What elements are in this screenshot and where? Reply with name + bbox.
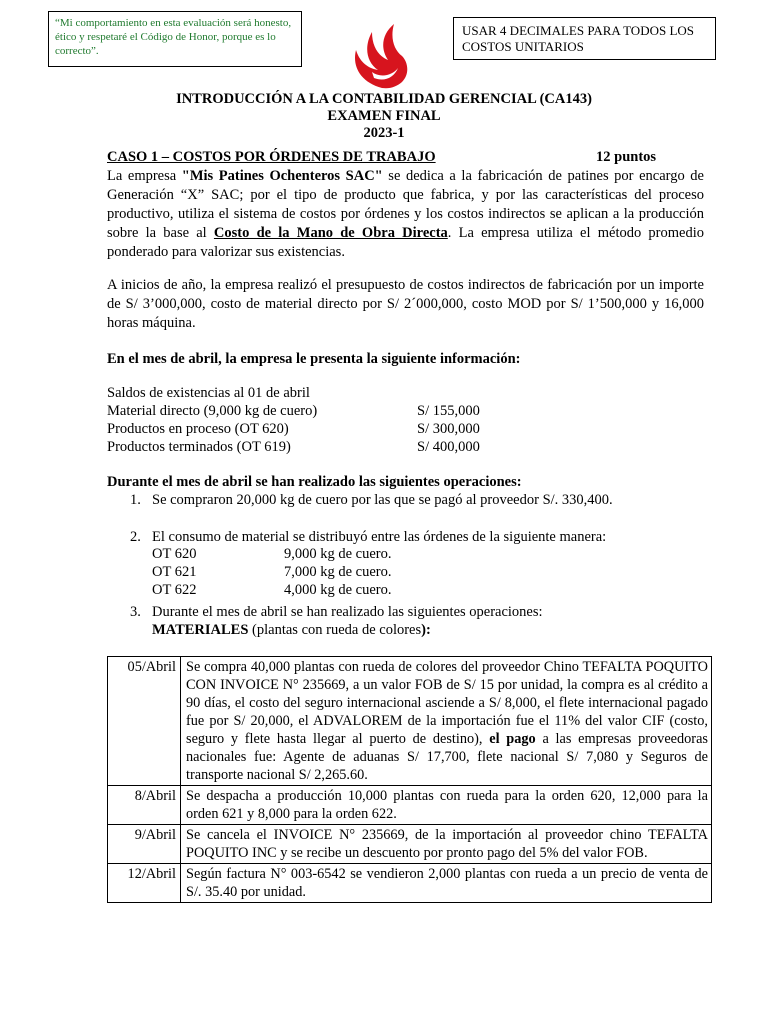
- table-row: [108, 825, 712, 864]
- table-row: [108, 657, 712, 786]
- course-title: INTRODUCCIÓN A LA CONTABILIDAD GERENCIAL (CA143): [176, 91, 592, 107]
- operation-date: 12/Abril: [108, 864, 181, 903]
- budget-paragraph: A inicios de año, la empresa realizó el presupuesto de costos indirectos de fabricación por un importe de S/ 3’000,000, costo de material directo por S/ 2´000,000, costo MOD por S/ 1’500,000 y 16,000 horas máquina.: [107, 277, 704, 331]
- consumption-row: [152, 545, 452, 563]
- honor-statement: “Mi comportamiento en esta evaluación será honesto, ético y respetaré el Código de Honor, porque es lo correcto”.: [55, 17, 292, 57]
- balances-heading: Saldos de existencias al 01 de abril: [107, 385, 310, 401]
- exam-title: EXAMEN FINAL: [327, 108, 441, 124]
- balance-value: S/ 300,000: [417, 421, 480, 437]
- company-name: "Mis Patines Ochenteros SAC": [181, 168, 383, 184]
- item-number: 2.: [130, 529, 141, 545]
- consumption-list: [152, 545, 452, 599]
- order-id: OT 622: [152, 582, 197, 598]
- consumption-row: [152, 563, 452, 581]
- operation-bold-text: el pago: [489, 731, 536, 747]
- order-id: OT 620: [152, 546, 197, 562]
- operation-date: 8/Abril: [108, 786, 181, 825]
- case-title: CASO 1 – COSTOS POR ÓRDENES DE TRABAJO: [107, 149, 436, 165]
- allocation-base: Costo de la Mano de Obra Directa: [213, 225, 448, 241]
- upc-logo: [350, 22, 414, 90]
- item-1-text: Se compraron 20,000 kg de cuero por las que se pagó al proveedor S/. 330,400.: [152, 492, 613, 508]
- materials-end: ):: [421, 622, 431, 638]
- operation-text: a las empresas proveedoras nacionales fue: Agente de aduanas S/ 17,700, flete nacional S/ 7,080 y Seguros de transporte nacional S/ 2,265.60.: [186, 731, 708, 783]
- case-heading: [107, 149, 667, 166]
- item-3-text: Durante el mes de abril se han realizado las siguientes operaciones:: [152, 604, 543, 620]
- balance-row: [107, 420, 527, 438]
- case-intro: [107, 167, 704, 262]
- operation-date: 05/Abril: [108, 657, 181, 786]
- balance-label: Material directo (9,000 kg de cuero): [107, 403, 318, 419]
- honor-code-box: [48, 11, 302, 67]
- balance-value: S/ 400,000: [417, 439, 480, 455]
- materials-label: MATERIALES: [152, 622, 249, 638]
- order-qty: 4,000 kg de cuero.: [284, 582, 392, 598]
- operation-description: Se cancela el INVOICE N° 235669, de la importación al proveedor chino TEFALTA POQUITO INC y se recibe un descuento por pronto pago del 5% del valor FOB.: [181, 825, 712, 864]
- balance-value: S/ 155,000: [417, 403, 480, 419]
- april-heading: En el mes de abril, la empresa le presenta la siguiente información:: [107, 351, 521, 367]
- operation-text: Se compra 40,000 plantas con rueda de colores del proveedor Chino TEFALTA POQUITO CON INVOICE N° 235669, a un valor FOB de S/ 15 por unidad, la compra es al crédito a 90 días, el costo del seguro internacional asciende a S/ 8,000, el flete internacional pagado fue por S/ 20,000, el ADVALOREM de la importación fue el 11% del valor CIF (costo, seguro y flete hasta llegar al puerto de destino),: [186, 659, 708, 747]
- operations-heading: Durante el mes de abril se han realizado las siguientes operaciones:: [107, 474, 522, 490]
- balance-label: Productos terminados (OT 619): [107, 439, 291, 455]
- instructions-box: [453, 17, 716, 60]
- order-id: OT 621: [152, 564, 197, 580]
- materials-detail: (plantas con rueda de colores: [248, 622, 422, 638]
- order-qty: 9,000 kg de cuero.: [284, 546, 392, 562]
- exam-period: 2023-1: [363, 125, 405, 141]
- item-number: 1.: [130, 492, 141, 508]
- balance-row: [107, 438, 527, 456]
- materials-heading: [152, 621, 712, 639]
- case-points: 12 puntos: [596, 149, 657, 165]
- table-row: [108, 786, 712, 825]
- order-qty: 7,000 kg de cuero.: [284, 564, 392, 580]
- opening-balances: [107, 384, 527, 456]
- balance-row: [107, 402, 527, 420]
- balance-label: Productos en proceso (OT 620): [107, 421, 289, 437]
- intro-text-3: . La empresa utiliza el método promedio ponderado para valorizar sus existencias.: [107, 225, 704, 260]
- operation-description: Se despacha a producción 10,000 plantas con rueda para la orden 620, 12,000 para la orden 621 y 8,000 para la orden 622.: [181, 786, 712, 825]
- consumption-row: [152, 581, 452, 599]
- decimals-note: USAR 4 DECIMALES PARA TODOS LOS COSTOS UNITARIOS: [462, 23, 695, 54]
- intro-text-2: se dedica a la fabricación de patines por encargo de Generación “X” SAC; por el tipo de producto que fabrica, y por las características del proceso productivo, utiliza el sistema de costos por órdenes y los costos indirectos se aplican a la producción sobre la base al: [107, 168, 704, 241]
- upc-logo-icon: [350, 22, 414, 90]
- item-number: 3.: [130, 604, 141, 620]
- table-row: [108, 864, 712, 903]
- operation-date: 9/Abril: [108, 825, 181, 864]
- intro-text: La empresa: [107, 168, 182, 184]
- operation-description: Según factura N° 003-6542 se vendieron 2,000 plantas con rueda a un precio de venta de S/. 35.40 por unidad.: [181, 864, 712, 903]
- item-2-text: El consumo de material se distribuyó entre las órdenes de la siguiente manera:: [152, 529, 607, 545]
- operations-table: [107, 656, 712, 903]
- operation-description: [181, 657, 712, 786]
